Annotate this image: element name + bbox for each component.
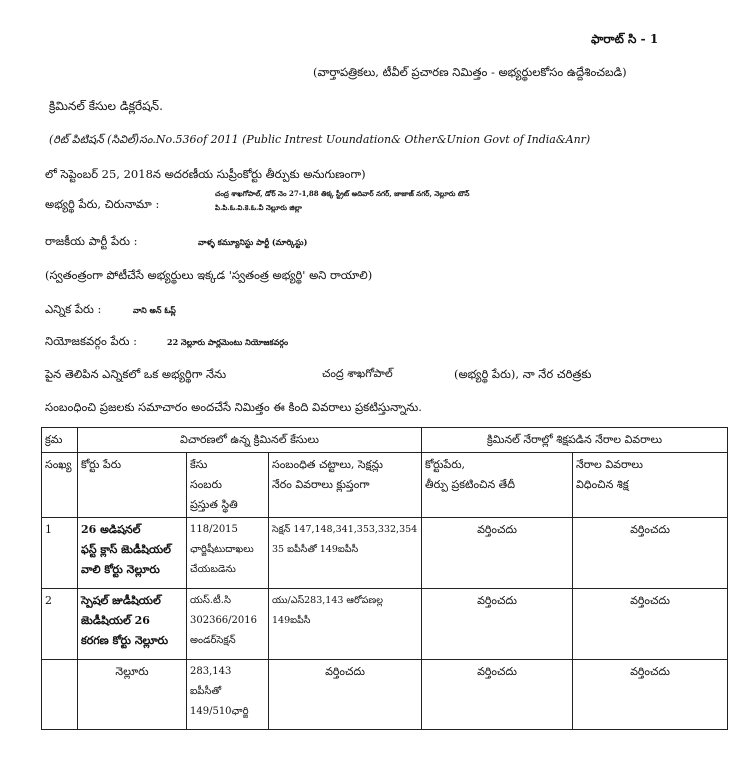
table-subheader-row [42,453,728,518]
constituency-value: 22 నెల్లూరు పార్లమెంటు నియోజకవర్గం [167,337,289,347]
candidate-address-1: చంద్ర శాఖగోపాల్, డోర్ నెం 27-1,88 తిక్క స్ట్రీట్ అదివార్ నగర్, జాజాజ్ నగర్, నెల్లూరు టౌన్ [215,189,470,198]
candidate-address-2: పి.పి.ఓ.వి.కె.ఓ.వీ నెల్లూరు జిల్లా [215,203,302,212]
subheader-court-conviction: కోర్టుపేరు, తీర్పు ప్రకటించిన తేదీ [422,453,573,518]
party-label: రాజకీయ పార్టీ పేరు : [45,234,138,248]
declaration-line-1b: (అభ్యర్థి పేరు), నా నేర చరిత్రకు [454,367,592,381]
row-court: నెల్లూరు [78,660,187,730]
header-sno: క్రమ [42,428,78,453]
header-pending-cases: విచారణలో ఉన్న క్రిమినల్ కేసులు [78,428,422,453]
table-row [42,518,728,589]
row-case: యస్.టీ.సి 302366/2016 అండర్‌సెక్షన్ [187,589,269,660]
row-case: 283,143 ఐపీసీతో 149/510ఛార్జి [187,660,269,730]
subheader-crime-details: నేరాల వివరాలు విధించిన శిక్ష [573,453,728,518]
writ-petition: (రిట్ పిటిషన్ (సివిల్)సం.No.536of 2011 (Public Intrest Uoundation& Other&Union Govt of India&Anr) [49,133,591,146]
declaration-name: చంద్ర శాఖగోపాల్ [322,367,393,380]
row-case: 118/2015 ఛార్జిషీటుదాఖలు చేయబడెను [187,518,269,589]
row-sections: వర్తించదు [269,660,422,730]
independent-note: (స్వతంత్రంగా పోటీచేసే అభ్యర్థులు ఇక్కడ 'స్వతంత్ర అభ్యర్థి' అని రాయాలి) [45,268,373,282]
row-crime-details: వర్తించదు [573,589,728,660]
election-value: వాని అన్ ఓప్ల్ [133,305,176,315]
row-sections: యు/ఎస్283,143 ఆరోపణల్ల 149ఐపీసీ [269,589,422,660]
row-crime-details: వర్తించదు [573,518,728,589]
subheader-case: కేసు సంబరు ప్రస్తుత స్థితి [187,453,269,518]
subtitle: (వార్తాపత్రికలు, టీవీల్ ప్రచారణ నిమిత్తం - అభ్యర్థులకోసం ఉద్దేశించబడి) [313,65,627,79]
table-row [42,660,728,730]
row-sno: 2 [42,589,78,660]
row-court-conviction: వర్తించదు [422,518,573,589]
table-header-row [42,428,728,453]
row-court: 26 అడిషనల్ ఫస్ట్ క్లాస్ జెుడీషియల్ వాలి కోర్టు నెల్లూరు [78,518,187,589]
constituency-label: నియోజకవర్గం పేరు : [45,334,137,348]
row-sections: సెక్షన్ 147,148,341,353,332,354 35 ఐపీసీతో 149ఐపీసీ [269,518,422,589]
section-title: క్రిమినల్ కేసుల డిక్లరేషన్. [49,99,163,113]
row-sno: 1 [42,518,78,589]
row-crime-details: వర్తించదు [573,660,728,730]
row-court: స్పెషల్ జుడీషియల్ జెుడీషియల్ 26 కరగణ కోర్టు నెల్లూరు [78,589,187,660]
candidate-label: అభ్యర్థి పేరు, చిరునామా : [45,197,160,211]
election-label: ఎన్నిక పేరు : [45,302,102,316]
subheader-sections: సంబంధిత చట్టాలు, సెక్షన్లు నేరం వివరాలు క్లుప్తంగా [269,453,422,518]
row-court-conviction: వర్తించదు [422,660,573,730]
subheader-sno: సంఖ్య [42,453,78,518]
ruling-line: లో సెప్టెంబర్ 25, 2018న అదరణీయ సుప్రీంకోర్టు తీర్పుకు అనుగుణంగా) [45,167,366,181]
form-id: ఫారాట్ సి - 1 [591,32,659,46]
party-value: వాళ్ళ కమ్యూనిస్టు పార్టీ (మార్కిస్టు) [198,237,308,247]
subheader-court: కోర్టు పేరు [78,453,187,518]
declaration-line-2: సంబంధించి ప్రజలకు సమాచారం అందచేసే నిమిత్తం ఈ కింది వివరాలు ప్రకటిస్తున్నాను. [45,400,422,414]
table-row [42,589,728,660]
header-convicted-cases: క్రిమినల్ నేరాల్లో శిక్షపడిన నేరాల వివరాలు [422,428,728,453]
row-court-conviction: వర్తించదు [422,589,573,660]
declaration-line-1a: పైన తెలిపిన ఎన్నికలో ఒక అభ్యర్థిగా నేను [45,367,227,381]
row-sno [42,660,78,730]
criminal-cases-table [41,427,728,730]
